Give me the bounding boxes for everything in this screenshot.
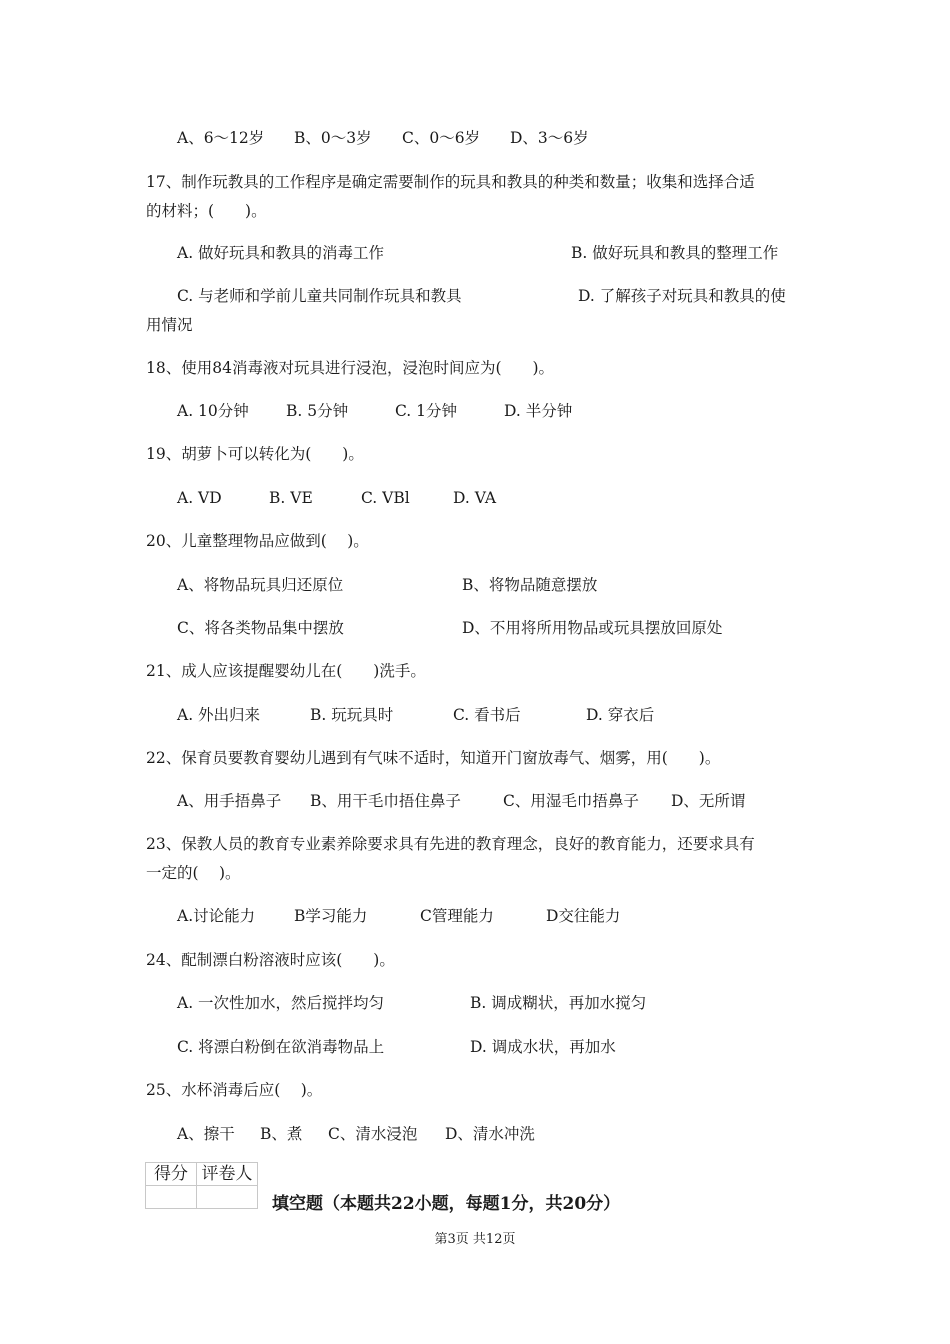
q23-option-c: C管理能力 [420,907,494,925]
q24-option-a: A. 一次性加水，然后搅拌均匀 [177,994,385,1012]
q21-option-b: B. 玩玩具时 [310,706,394,724]
q19-option-b: B. VE [269,489,313,507]
q20-stem: 20、儿童整理物品应做到( )。 [146,532,369,550]
q17-option-a: A. 做好玩具和教具的消毒工作 [177,244,385,262]
q19-option-d: D. VA [453,489,497,507]
q25-option-a: A、擦干 [177,1125,235,1143]
q20-option-c: C、将各类物品集中摆放 [177,619,344,637]
q19-stem: 19、胡萝卜可以转化为( )。 [146,445,364,463]
q19-option-a: A. VD [177,489,222,507]
q23-stem-line1: 23、保教人员的教育专业素养除要求具有先进的教育理念，良好的教育能力，还要求具有 [146,835,755,853]
q18-option-b: B. 5分钟 [286,402,349,420]
q19-option-c: C. VBl [361,489,410,507]
score-box-cell-grader[interactable] [197,1186,258,1209]
q16-option-c: C、0～6岁 [402,129,481,147]
q25-stem: 25、水杯消毒后应( )。 [146,1081,323,1099]
q16-option-d: D、3～6岁 [510,129,589,147]
page-footer: 第3页 共12页 [434,1232,516,1247]
q25-option-c: C、清水浸泡 [328,1125,418,1143]
score-box-header-score: 得分 [146,1163,197,1186]
q20-option-b: B、将物品随意摆放 [462,576,598,594]
q18-option-a: A. 10分钟 [177,402,249,420]
q21-option-c: C. 看书后 [453,706,521,724]
section-title: 填空题（本题共22小题，每题1分，共20分） [272,1194,621,1214]
q20-option-d: D、不用将所用物品或玩具摆放回原处 [462,619,723,637]
q17-stem-line2: 的材料；( )。 [146,202,267,220]
q24-option-c: C. 将漂白粉倒在欲消毒物品上 [177,1038,385,1056]
q17-option-d-cont: 用情况 [146,316,193,334]
q22-stem: 22、保育员要教育婴幼儿遇到有气味不适时，知道开门窗放毒气、烟雾，用( )。 [146,749,721,767]
q18-option-d: D. 半分钟 [504,402,573,420]
q21-stem: 21、成人应该提醒婴幼儿在( )洗手。 [146,662,426,680]
q22-option-b: B、用干毛巾捂住鼻子 [310,792,461,810]
q18-option-c: C. 1分钟 [395,402,458,420]
score-box-header-grader: 评卷人 [197,1163,258,1186]
q24-stem: 24、配制漂白粉溶液时应该( )。 [146,951,395,969]
q23-option-a: A.讨论能力 [177,907,256,925]
q16-option-a: A、6～12岁 [177,129,265,147]
q22-option-d: D、无所谓 [671,792,746,810]
q24-option-b: B. 调成糊状，再加水搅匀 [470,994,647,1012]
q17-option-b: B. 做好玩具和教具的整理工作 [571,244,779,262]
q20-option-a: A、将物品玩具归还原位 [177,576,344,594]
q25-option-b: B、煮 [260,1125,303,1143]
q23-option-d: D交往能力 [546,907,621,925]
score-box-cell-score[interactable] [146,1186,197,1209]
q25-option-d: D、清水冲洗 [445,1125,535,1143]
q17-option-c: C. 与老师和学前儿童共同制作玩具和教具 [177,287,462,305]
q22-option-a: A、用手捂鼻子 [177,792,282,810]
q23-option-b: B学习能力 [294,907,368,925]
q18-stem: 18、使用84消毒液对玩具进行浸泡，浸泡时间应为( )。 [146,359,555,377]
q17-stem-line1: 17、制作玩教具的工作程序是确定需要制作的玩具和教具的种类和数量；收集和选择合适 [146,173,755,191]
q17-option-d: D. 了解孩子对玩具和教具的使 [578,287,786,305]
q24-option-d: D. 调成水状，再加水 [470,1038,616,1056]
q23-stem-line2: 一定的( )。 [146,864,241,882]
q22-option-c: C、用湿毛巾捂鼻子 [503,792,639,810]
q16-option-b: B、0～3岁 [294,129,372,147]
score-box [145,1162,258,1209]
q21-option-d: D. 穿衣后 [586,706,655,724]
q21-option-a: A. 外出归来 [177,706,261,724]
